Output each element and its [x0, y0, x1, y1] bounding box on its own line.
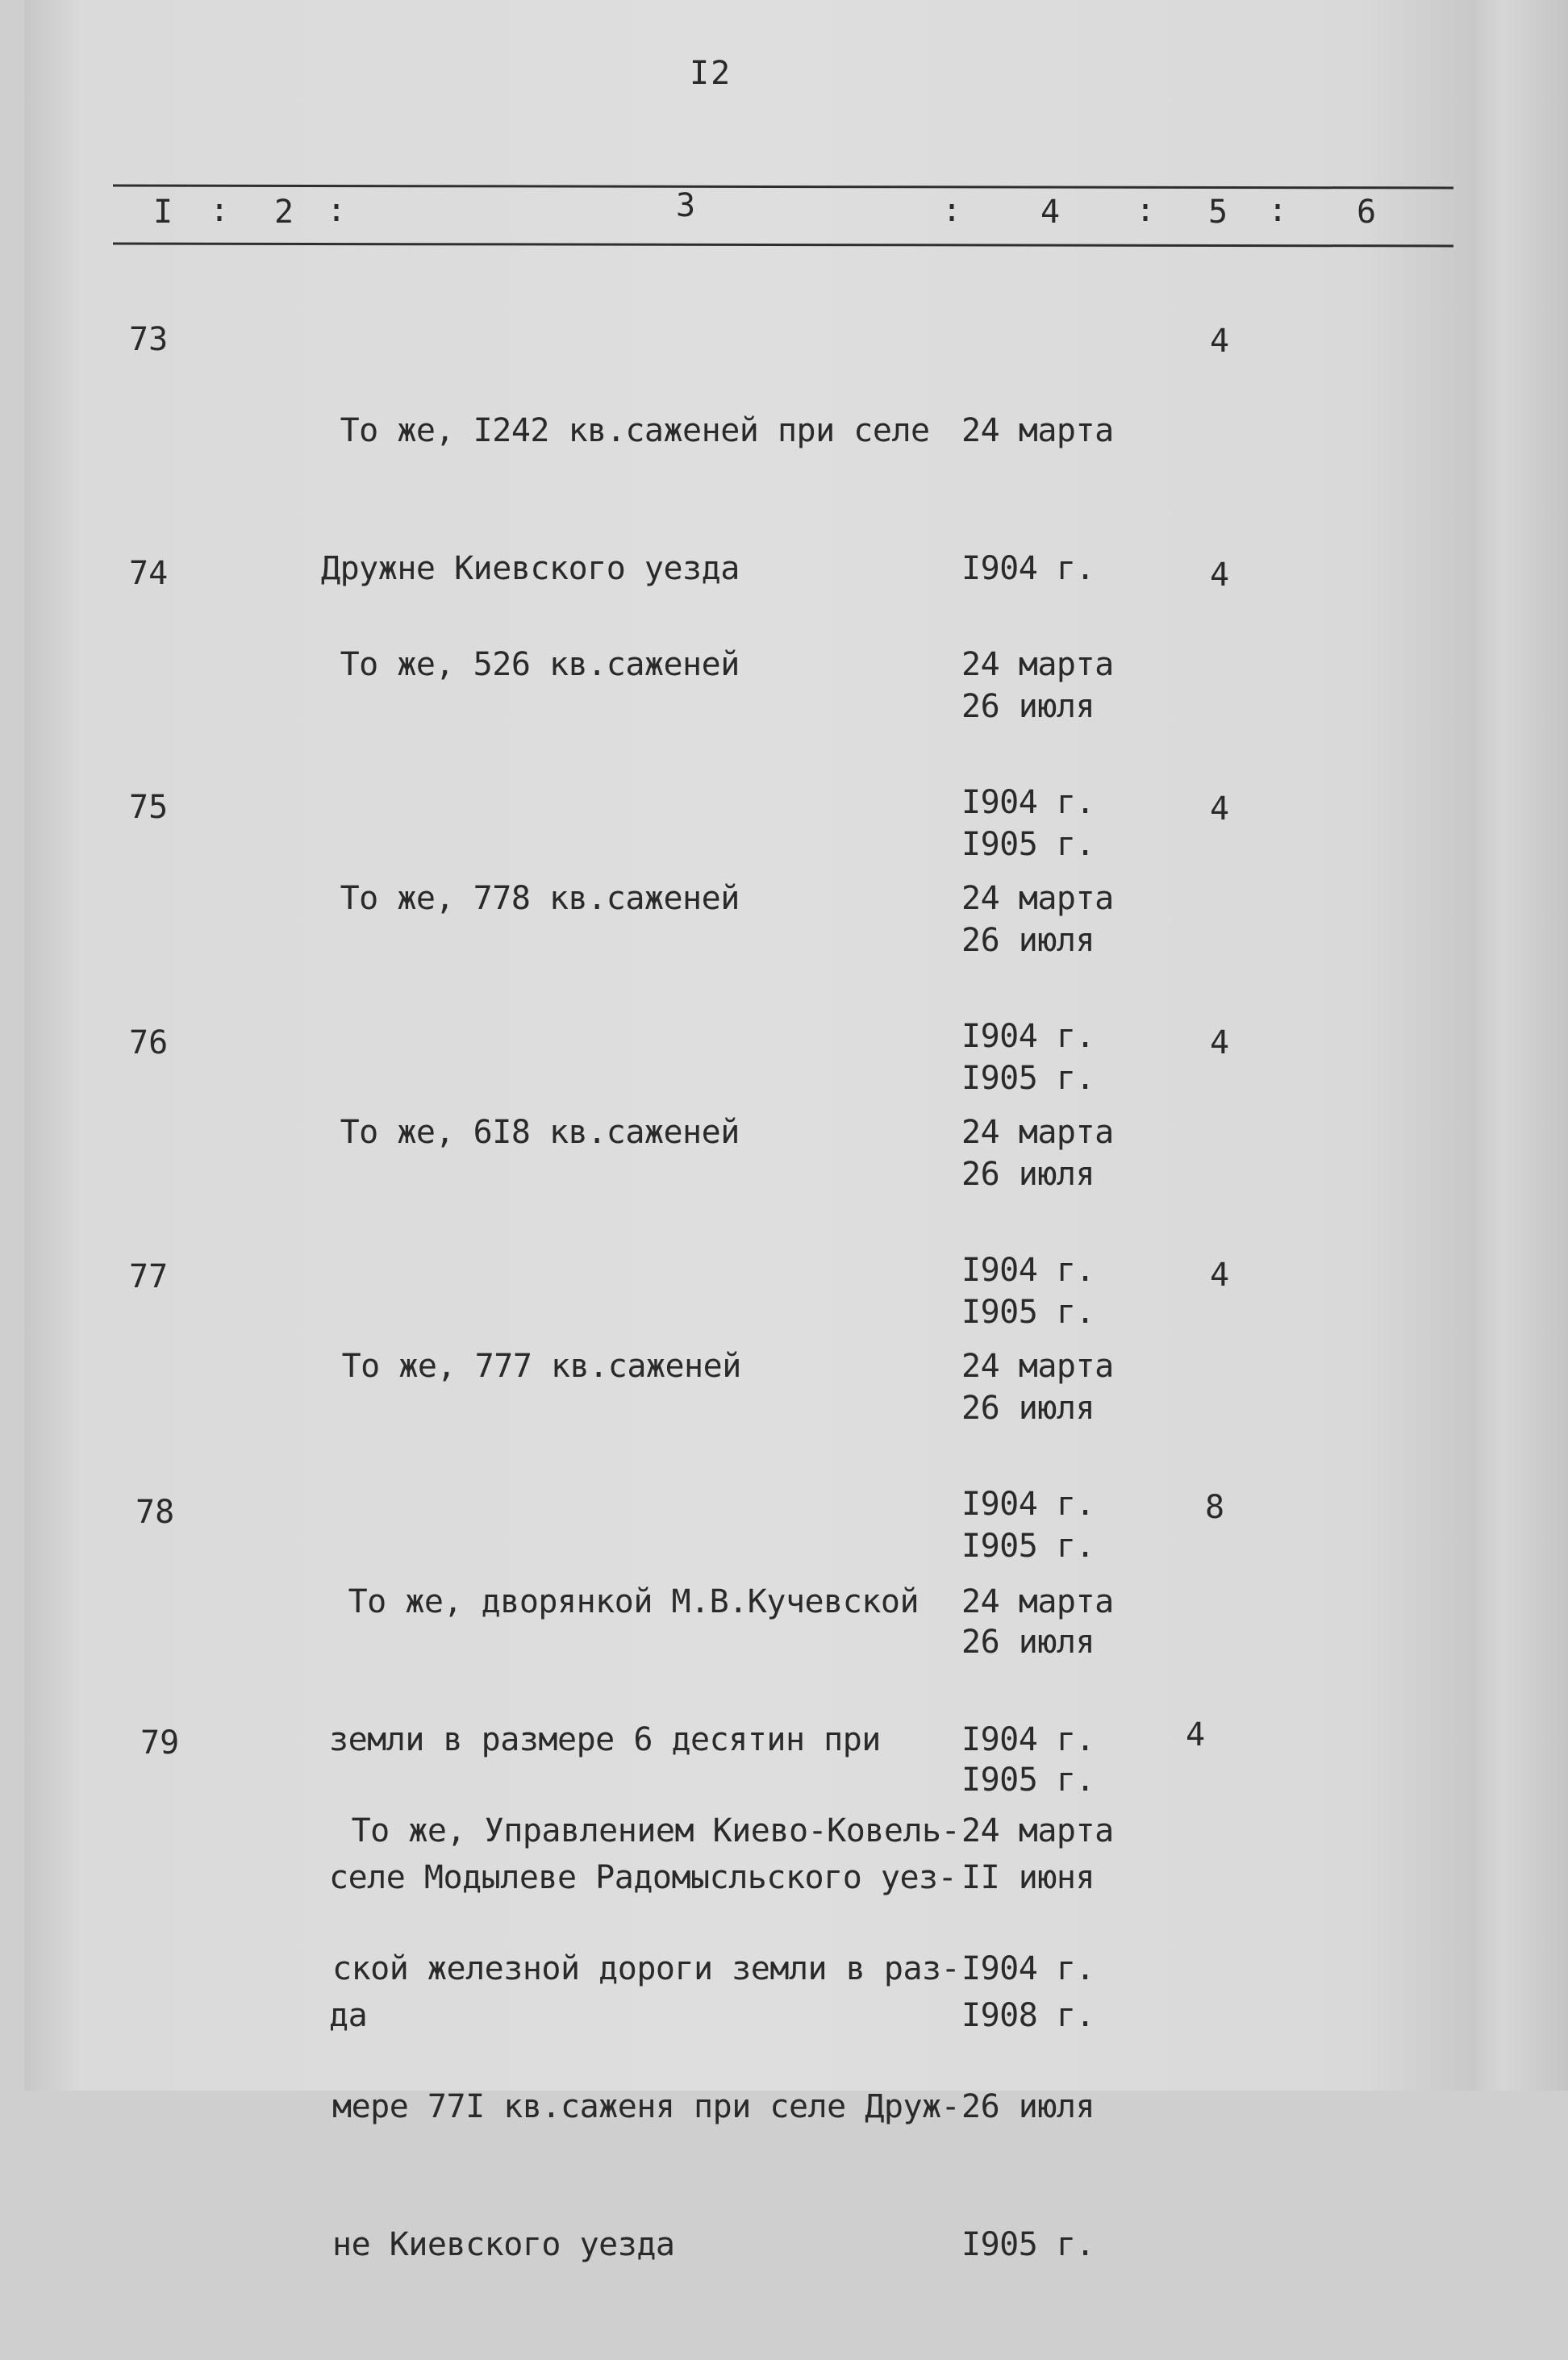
row-quantity: 4	[1210, 323, 1230, 360]
date-line: II июня	[961, 1859, 1095, 1896]
row-number: 75	[129, 789, 169, 826]
description-line: ской железной дороги земли в раз-	[332, 1950, 961, 1987]
col-header-2: 2	[274, 194, 294, 231]
description-line: да	[329, 1997, 368, 2034]
description-line: Дружне Киевского уезда	[321, 550, 740, 587]
row-description	[332, 1716, 978, 2360]
description-line: То же, I242 кв.саженей при селе	[321, 412, 930, 449]
col-header-6: 6	[1357, 194, 1377, 231]
row-quantity: 4	[1210, 1257, 1230, 1294]
col-separator: :	[210, 192, 230, 229]
description-line: То же, 778 кв.саженей	[321, 880, 740, 917]
date-line: 24 марта	[961, 880, 1114, 917]
row-number: 79	[140, 1724, 180, 1762]
row-number: 78	[136, 1494, 175, 1531]
col-separator: :	[327, 192, 347, 229]
date-line: I904 г.	[961, 1950, 1095, 1987]
date-line: 24 марта	[961, 412, 1114, 449]
row-quantity: 4	[1186, 1716, 1206, 1753]
date-line: I905 г.	[961, 2226, 1095, 2263]
description-line: не Киевского уезда	[332, 2226, 675, 2263]
row-dates	[961, 1716, 1114, 2360]
date-line: 24 марта	[961, 1583, 1114, 1620]
row-number: 76	[129, 1024, 169, 1061]
col-separator: :	[942, 192, 962, 229]
date-line: 26 июля	[961, 1156, 1095, 1193]
col-separator: :	[1268, 192, 1288, 229]
date-line: 24 марта	[961, 1348, 1114, 1385]
row-quantity: 8	[1205, 1489, 1225, 1526]
row-description	[323, 1252, 968, 1482]
row-quantity: 4	[1210, 790, 1230, 828]
date-line: I905 г.	[961, 826, 1095, 863]
col-header-1: I	[153, 194, 173, 231]
col-separator: :	[1136, 192, 1156, 229]
date-line: 26 июля	[961, 688, 1095, 725]
date-line: 24 марта	[961, 646, 1114, 683]
page-number: I2	[690, 55, 732, 92]
date-line: I904 г.	[961, 1252, 1095, 1289]
row-quantity: 4	[1210, 557, 1230, 594]
date-line: I905 г.	[961, 1762, 1095, 1799]
date-line: I904 г.	[961, 1018, 1095, 1055]
description-line: земли в размере 6 десятин при	[329, 1721, 881, 1758]
description-line: То же, Управлением Киево-Ковель-	[332, 1812, 961, 1849]
date-line: I905 г.	[961, 1060, 1095, 1097]
date-line: 26 июля	[961, 1390, 1095, 1427]
date-line: I904 г.	[961, 1721, 1095, 1758]
date-line: I905 г.	[961, 1294, 1095, 1331]
row-number: 77	[129, 1258, 169, 1295]
page-edge	[1476, 0, 1568, 2091]
col-header-3: 3	[676, 187, 696, 224]
date-line: I908 г.	[961, 1997, 1095, 2034]
date-line: 24 марта	[961, 1114, 1114, 1151]
row-description	[321, 1018, 966, 1248]
col-header-4: 4	[1040, 194, 1061, 231]
row-number: 73	[129, 321, 169, 358]
date-line: I904 г.	[961, 550, 1095, 587]
description-line: селе Модылеве Радомысльского уез-	[329, 1859, 957, 1896]
row-number: 74	[129, 555, 169, 592]
description-line: То же, дворянкой М.В.Кучевской	[329, 1583, 920, 1620]
date-line: 26 июля	[961, 2088, 1095, 2125]
description-line: То же, 777 кв.саженей	[323, 1348, 741, 1385]
date-line: 26 июля	[961, 1624, 1095, 1661]
row-description	[321, 784, 966, 1014]
description-line: мере 77I кв.саженя при селе Друж-	[332, 2088, 961, 2125]
row-description	[321, 550, 966, 780]
date-line: I904 г.	[961, 784, 1095, 821]
date-line: 24 марта	[961, 1812, 1114, 1849]
date-line: 26 июля	[961, 922, 1095, 959]
row-quantity: 4	[1210, 1024, 1230, 1061]
date-line: I905 г.	[961, 1528, 1095, 1565]
col-header-5: 5	[1208, 194, 1228, 231]
description-line: То же, 6I8 кв.саженей	[321, 1114, 740, 1151]
description-line: То же, 526 кв.саженей	[321, 646, 740, 683]
date-line: I904 г.	[961, 1486, 1095, 1523]
